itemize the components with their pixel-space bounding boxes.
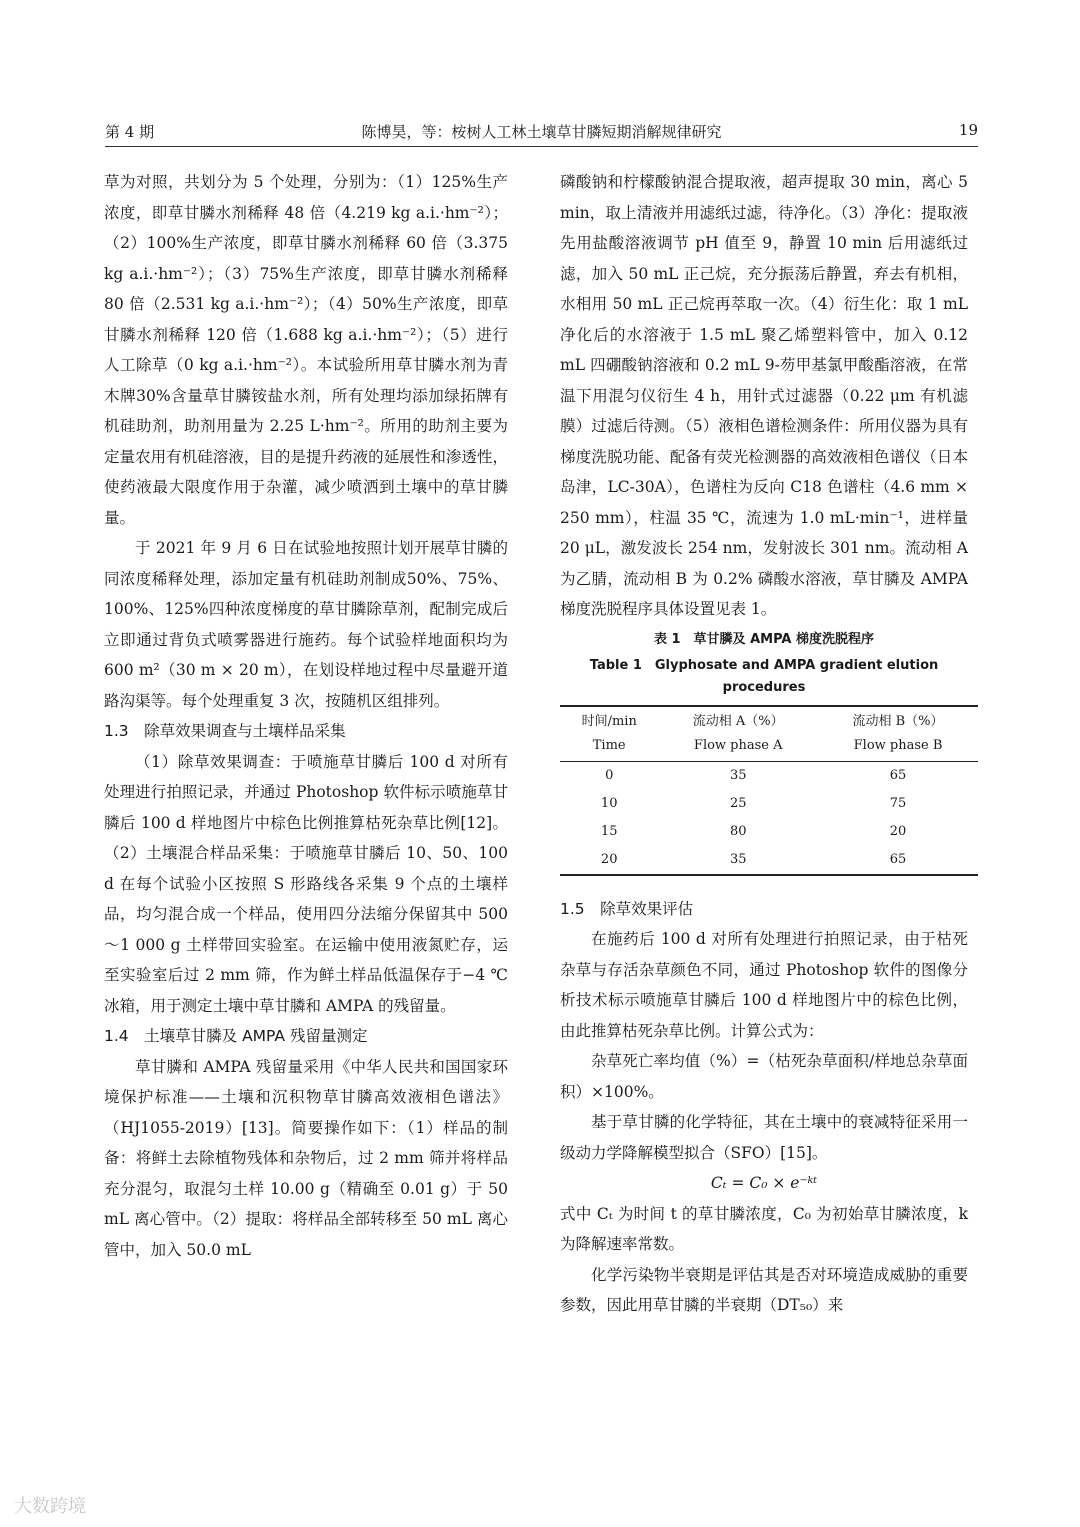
table-body xyxy=(560,761,978,875)
paragraph: 化学污染物半衰期是评估其是否对环境造成威胁的重要参数，因此用草甘膦的半衰期（DT₅₀）来 xyxy=(560,1265,968,1314)
col-header: Flow phase A xyxy=(658,734,818,762)
issue-number: 第 4 期 xyxy=(105,123,155,141)
table-row xyxy=(560,790,978,818)
elution-table xyxy=(560,705,978,876)
table-cell: 20 xyxy=(560,846,658,875)
paragraph: 草为对照，共划分为 5 个处理，分别为：（1）125%生产浓度，即草甘膦水剂稀释 48 倍（4.219 kg a.i.·hm⁻²）；（2）100%生产浓度，即草甘膦水剂稀释 60 倍（3.375 kg a.i.·hm⁻²）；（3）75%生产浓度，即草甘膦水剂稀释 80 倍（2.531 kg a.i.·hm⁻²）；（4）50%生产浓度，即草甘膦水剂稀释 120 倍（1.688 kg a.i.·hm⁻²）；（5）进行人工除草（0 kg a.i.·hm⁻²）。本试验所用草甘膦水剂为青木牌30%含量草甘膦铵盐水剂，所有处理均添加绿拓牌有机硅助剂，助剂用量为 2.25 L·hm⁻²。所用的助剂主要为定量农用有机硅溶液，目的是提升药液的延展性和渗透性，使药液最大限度作用于杂灌，减少喷洒到土壤中的草甘膦量。 xyxy=(104,173,508,527)
paragraph: 草甘膦和 AMPA 残留量采用《中华人民共和国国家环境保护标准——土壤和沉积物草甘膦高效液相色谱法》（HJ1055-2019）[13]。简要操作如下：（1）样品的制备：将鲜土去除植物残体和杂物后，过 2 mm 筛并将样品充分混匀，取混匀土样 10.00 g（精确至 0.01 g）于 50 mL 离心管中。（2）提取：将样品全部转移至 50 mL 离心管中，加入 50.0 mL xyxy=(104,1057,508,1259)
paragraph: 磷酸钠和柠檬酸钠混合提取液，超声提取 30 min，离心 5 min，取上清液并用滤纸过滤，待净化。（3）净化：提取液先用盐酸溶液调节 pH 值至 9，静置 10 min 后用滤纸过滤，加入 50 mL 正己烷，充分振荡后静置，弃去有机相，水相用 50 mL 正己烷再萃取一次。（4）衍生化：取 1 mL 净化后的水溶液于 1.5 mL 聚乙烯塑料管中，加入 0.12 mL 四硼酸钠溶液和 0.2 mL 9-芴甲基氯甲酸酯溶液，在常温下用混匀仪衍生 4 h，用针式过滤器（0.22 μm 有机滤膜）过滤后待测。（5）液相色谱检测条件：所用仪器为具有梯度洗脱功能、配备有荧光检测器的高效液相色谱仪（日本岛津，LC-30A），色谱柱为反向 C18 色谱柱（4.6 mm × 250 mm），柱温 35 ℃，流速为 1.0 mL·min⁻¹，进样量 20 μL，激发波长 254 nm，发射波长 301 nm。流动相 A 为乙腈，流动相 B 为 0.2% 磷酸水溶液，草甘膦及 AMPA 梯度洗脱程序具体设置见表 1。 xyxy=(560,173,968,618)
page-number: 19 xyxy=(958,121,978,139)
table-cell: 80 xyxy=(729,823,747,839)
table-caption-cn: 表 1 草甘膦及 AMPA 梯度洗脱程序 xyxy=(653,631,875,647)
paragraph: （1）除草效果调查：于喷施草甘膦后 100 d 对所有处理进行拍照记录，并通过 Photoshop 软件标示喷施草甘膦后 100 d 样地图片中棕色比例推算枯死杂草比例[12]。（2）土壤混合样品采集：于喷施草甘膦后 10、50、100 d 在每个试验小区按照 S 形路线各采集 9 个点的土壤样品，均匀混合成一个样品，使用四分法缩分保留其中 500～1 000 g 土样带回实验室。在运输中使用液氮贮存，运至实验室后过 2 mm 筛，作为鲜土样品低温保存于−4 ℃冰箱，用于测定土壤中草甘膦和 AMPA 的残留量。 xyxy=(104,752,508,1015)
left-column xyxy=(104,167,508,1265)
table-cell: 35 xyxy=(658,846,818,875)
paragraph: 基于草甘膦的化学特征，其在土壤中的衰减特征采用一级动力学降解模型拟合（SFO）[15]。 xyxy=(560,1113,968,1162)
col-header: Time xyxy=(560,734,658,762)
watermark: 大数跨境 xyxy=(14,1496,86,1517)
right-column xyxy=(560,167,968,1321)
table-row xyxy=(560,761,978,790)
running-title: 陈博昊，等：桉树人工林土壤草甘膦短期消解规律研究 xyxy=(361,123,722,141)
table-cell: 75 xyxy=(889,795,907,811)
table-cell: 35 xyxy=(729,767,747,783)
col-header: 流动相 A（%） xyxy=(658,706,818,734)
col-header: 时间/min xyxy=(560,706,658,734)
table-cell: 65 xyxy=(818,846,978,875)
col-header: Flow phase B xyxy=(818,734,978,762)
section-heading-1-4: 1.4 土壤草甘膦及 AMPA 残留量测定 xyxy=(104,1027,368,1045)
table-cell: 15 xyxy=(600,823,618,839)
paragraph: 杂草死亡率均值（%）=（枯死杂草面积/样地总杂草面积）×100%。 xyxy=(560,1052,968,1101)
table-cell: 65 xyxy=(889,767,907,783)
paragraph: 于 2021 年 9 月 6 日在试验地按照计划开展草甘膦的同浓度稀释处理，添加定量有机硅助剂制成50%、75%、100%、125%四种浓度梯度的草甘膦除草剂，配制完成后立即通过背负式喷雾器进行施药。每个试验样地面积均为 600 m²（30 m × 20 m），在划设样地过程中尽量避开道路沟渠等。每个处理重复 3 次，按随机区组排列。 xyxy=(104,539,508,710)
running-header xyxy=(105,121,978,147)
table-cell: 10 xyxy=(600,795,618,811)
paragraph: 式中 Cₜ 为时间 t 的草甘膦浓度，C₀ 为初始草甘膦浓度，k 为降解速率常数。 xyxy=(560,1204,968,1253)
decay-formula: Cₜ = C₀ × e⁻ᵏᵗ xyxy=(710,1174,818,1192)
col-header: 流动相 B（%） xyxy=(818,706,978,734)
paragraph: 在施药后 100 d 对所有处理进行拍照记录，由于枯死杂草与存活杂草颜色不同，通过 Photoshop 软件的图像分析技术标示喷施草甘膦后 100 d 样地图片中的棕色比例，由此推算枯死杂草比例。计算公式为： xyxy=(560,930,968,1040)
table-cell: 0 xyxy=(605,767,614,783)
header-rule xyxy=(105,146,978,147)
section-heading-1-3: 1.3 除草效果调查与土壤样品采集 xyxy=(104,722,346,740)
table-row xyxy=(560,818,978,846)
table-row xyxy=(560,846,978,875)
table-cell: 20 xyxy=(889,823,907,839)
table-caption-en: Table 1 Glyphosate and AMPA gradient elution procedures xyxy=(589,657,939,695)
table-cell: 25 xyxy=(729,795,747,811)
section-heading-1-5: 1.5 除草效果评估 xyxy=(560,899,694,918)
